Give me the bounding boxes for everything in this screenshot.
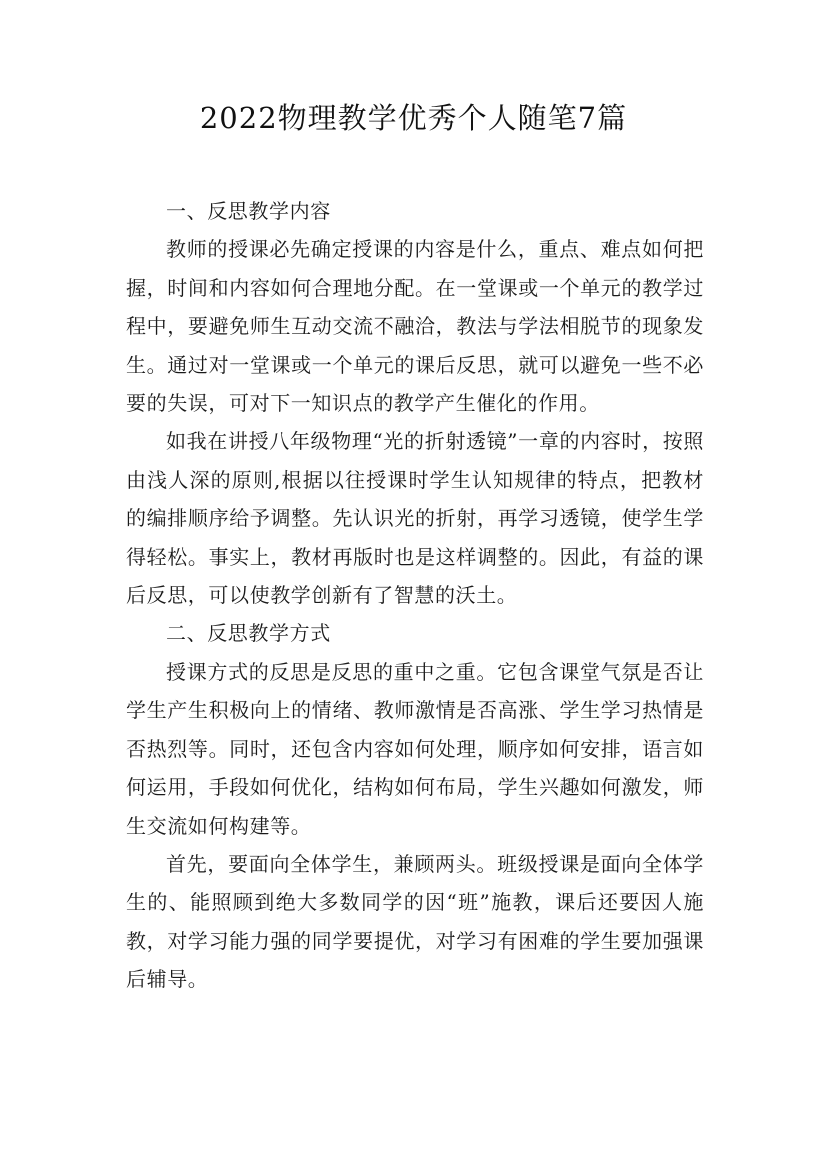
document-body [126,192,704,999]
section-heading: 二、反思教学方式 [166,621,331,646]
paragraph: 教师的授课必先确定授课的内容是什么，重点、难点如何把握，时间和内容如何合理地分配。在一堂课或一个单元的教学过程中，要避免师生互动交流不融洽，教法与学法相脱节的现象发生。通过对一堂课或一个单元的课后反思，就可以避免一些不必要的失误，可对下一知识点的教学产生催化的作用。 [126,237,704,416]
document-title: 2022物理教学优秀个人随笔7篇 [199,101,628,135]
paragraph: 授课方式的反思是反思的重中之重。它包含课堂气氛是否让学生产生积极向上的情绪、教师激情是否高涨、学生学习热情是否热烈等。同时，还包含内容如何处理，顺序如何安排，语言如何运用，手段如何优化，结构如何布局，学生兴趣如何激发，师生交流如何构建等。 [126,659,704,838]
section-heading: 一、反思教学内容 [166,199,331,223]
paragraph: 如我在讲授八年级物理“光的折射透镜”一章的内容时，按照由浅人深的原则,根据以往授课时学生认知规律的特点，把教材的编排顺序给予调整。先认识光的折射，再学习透镜，使学生学得轻松。事实上，教材再版时也是这样调整的。因此，有益的课后反思，可以使教学创新有了智慧的沃土。 [126,429,704,608]
paragraph: 首先，要面向全体学生，兼顾两头。班级授课是面向全体学生的、能照顾到绝大多数同学的因“班”施教，课后还要因人施教，对学习能力强的同学要提优，对学习有困难的学生要加强课后辅导。 [126,851,704,992]
